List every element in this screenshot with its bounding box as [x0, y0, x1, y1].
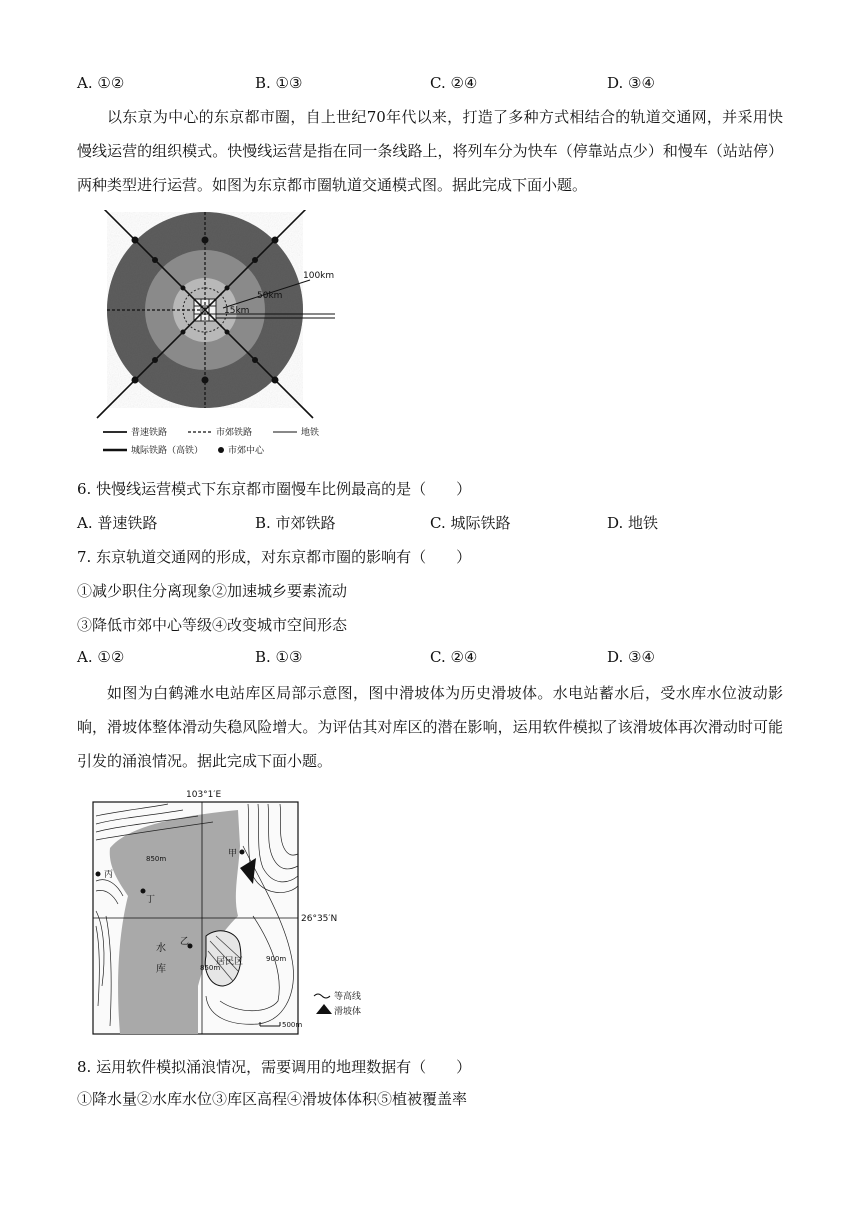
- area-label-reservoir: 库: [156, 964, 166, 975]
- figure2-legend: [314, 990, 361, 1017]
- contour-label-2: 850m: [200, 964, 221, 972]
- latitude-label: 26°35′N: [301, 914, 338, 924]
- q6-option-a: A. 普速铁路: [77, 514, 158, 532]
- passage-tokyo: 以东京为中心的东京都市圈，自上世纪70年代以来，打造了多种方式相结合的轨道交通网，并采用快慢线运营的组织模式。快慢线运营是指在同一条线路上，将列车分为快车（停靠站点少）和慢车（站站停）两种类型进行运营。如图为东京都市圈轨道交通模式图。据此完成下面小题。: [77, 108, 783, 194]
- q5-option-d: D. ③④: [607, 74, 655, 92]
- q6-option-c: C. 城际铁路: [430, 514, 511, 532]
- passage-baihetan: 如图为白鹤滩水电站库区局部示意图，图中滑坡体为历史滑坡体。水电站蓄水后，受水库水位波动影响，滑坡体整体滑动失稳风险增大。为评估其对库区的潜在影响，运用软件模拟了该滑坡体再次滑动时可能引发的涌浪情况。据此完成下面小题。: [77, 684, 783, 770]
- legend-intercity-rail: 城际铁路（高铁）: [131, 446, 204, 456]
- q5-option-c: C. ②④: [430, 74, 478, 92]
- tokyo-rail-figure: [95, 210, 360, 465]
- legend-subway: 地铁: [301, 428, 320, 438]
- area-label-residential: 居民区: [216, 957, 244, 967]
- q5-options: [77, 74, 777, 98]
- point-bing: 丙: [104, 870, 114, 880]
- figure1-legend: [103, 426, 319, 456]
- q7-option-d: D. ③④: [607, 648, 655, 666]
- legend-contour: 等高线: [334, 992, 362, 1002]
- q8-items: ①降水量②水库水位③库区高程④滑坡体体积⑤植被覆盖率: [77, 1090, 468, 1108]
- q7-options: [77, 648, 777, 672]
- longitude-label: 103°1′E: [186, 790, 222, 800]
- point-jia: 甲: [228, 849, 238, 859]
- q6-options: [77, 512, 777, 536]
- q6-stem: 6. 快慢线运营模式下东京都市圈慢车比例最高的是（ ）: [77, 480, 472, 498]
- ring-label-50km: 50km: [257, 291, 283, 301]
- ring-label-100km: 100km: [303, 271, 335, 281]
- point-yi: 乙: [180, 937, 190, 947]
- point-ding: 丁: [146, 895, 156, 905]
- q6-option-b: B. 市郊铁路: [255, 514, 336, 532]
- q7-items-line1: ①减少职住分离现象②加速城乡要素流动: [77, 582, 348, 600]
- legend-suburban-rail: 市郊铁路: [216, 428, 253, 438]
- q7-option-b: B. ①③: [255, 648, 303, 666]
- contour-label-3: 900m: [266, 955, 287, 963]
- contour-label-1: 850m: [146, 855, 167, 863]
- legend-regular-rail: 普速铁路: [131, 428, 168, 438]
- q5-option-b: B. ①③: [255, 74, 303, 92]
- q7-items-line2: ③降低市郊中心等级④改变城市空间形态: [77, 616, 348, 634]
- q5-option-a: A. ①②: [77, 74, 125, 92]
- q8-stem: 8. 运用软件模拟涌浪情况，需要调用的地理数据有（ ）: [77, 1058, 472, 1076]
- q7-option-c: C. ②④: [430, 648, 478, 666]
- reservoir-map-figure: [88, 786, 388, 1038]
- q7-stem: 7. 东京轨道交通网的形成，对东京都市圈的影响有（ ）: [77, 548, 472, 566]
- scale-label: 500m: [282, 1021, 303, 1029]
- ring-label-15km: 15km: [224, 306, 250, 316]
- q6-option-d: D. 地铁: [607, 514, 659, 532]
- q7-option-a: A. ①②: [77, 648, 125, 666]
- area-label-water: 水: [156, 943, 166, 954]
- legend-suburban-center: 市郊中心: [228, 446, 265, 456]
- legend-landslide: 滑坡体: [334, 1007, 362, 1017]
